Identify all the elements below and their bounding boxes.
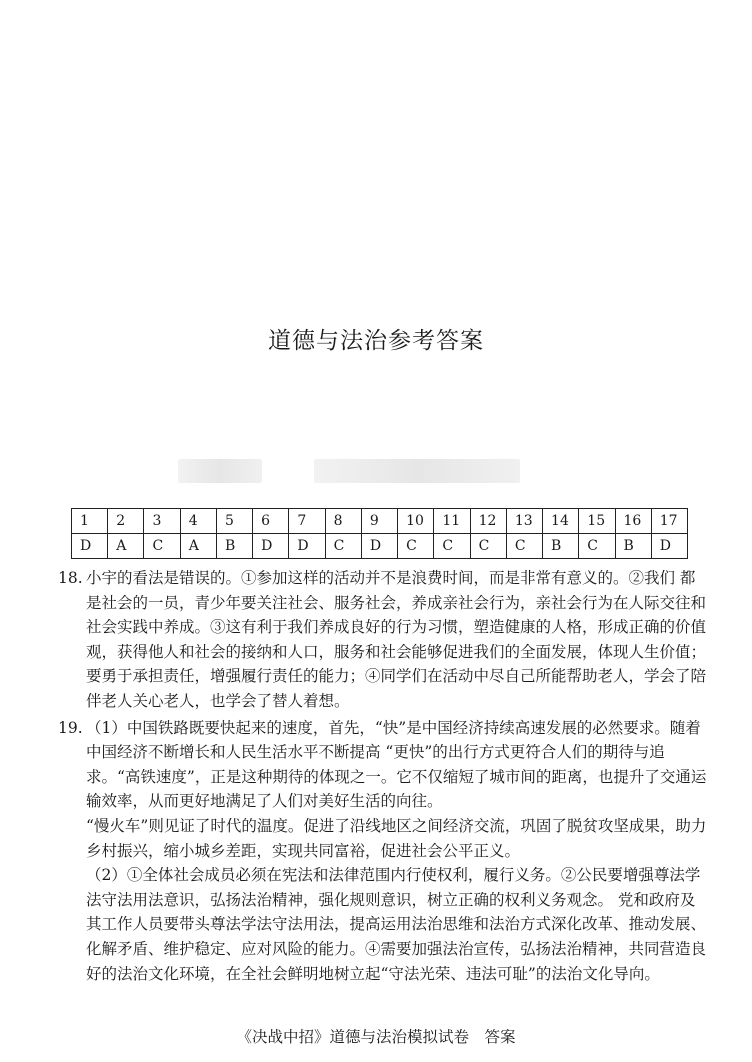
question-number-cell: 15 [579,509,615,534]
question-18-answer [58,566,708,714]
question-number-cell: 16 [615,509,651,534]
answer-cell: B [543,534,579,559]
answer-cell: C [144,534,180,559]
answer-cell: D [253,534,289,559]
question-number: 18. [58,569,83,587]
answer-cell: C [434,534,470,559]
question-number-cell: 9 [361,509,397,534]
answer-key-table [71,508,688,559]
question-number-cell: 4 [180,509,216,534]
document-title: 道德与法治参考答案 [268,328,484,354]
part-1-text: （1）中国铁路既要快起来的速度，首先，“快”是中国经济持续高速发展的必然要求。随着中国经济不断增长和人民生活水平不断提高 “更快”的出行方式更符合人们的期待与追求。“高铁速度”，正是这种期待的体现之一。它不仅缩短了城市间的距离，也提升了交通运输效率，从而更好地满足了人们对美好生活的向往。 [86,718,707,811]
answer-cell: C [325,534,361,559]
question-19-answer [58,716,708,987]
question-number-cell: 12 [470,509,506,534]
answer-cell: A [108,534,144,559]
answer-cell: C [579,534,615,559]
answer-cell: D [72,534,108,559]
question-number-cell: 6 [253,509,289,534]
question-number-row [72,509,688,534]
question-number: 19. [58,718,83,737]
answer-cell: D [361,534,397,559]
question-number-cell: 8 [325,509,361,534]
answer-cell: B [216,534,252,559]
answer-cell: D [651,534,687,559]
answer-body [58,566,708,986]
question-number-cell: 14 [543,509,579,534]
question-number-cell: 7 [289,509,325,534]
question-number-cell: 2 [108,509,144,534]
part-2-text: （2）①全体社会成员必须在宪法和法律范围内行使权利，履行义务。②公民要增强尊法学法守法用法意识，弘扬法治精神，强化规则意识，树立正确的权利义务观念。 党和政府及其工作人员要带头尊法学法守法用法，提高运用法治思维和法治方式深化改革、推动发展、化解矛盾、维护稳定、应对风险的能力。④需要加强法治宣传，弘扬法治精神，共同营造良好的法治文化环境，在全社会鲜明地树立起“守法光荣、违法可耻”的法治文化导向。 [86,866,707,983]
answer-text [86,716,708,987]
answer-text: 小宇的看法是错误的。①参加这样的活动并不是浪费时间，而是非常有意义的。②我们 都是社会的一员，青少年要关注社会、服务社会，养成亲社会行为，亲社会行为在人际交往和社会实践中养成。③这有利于我们养成良好的行为习惯，塑造健康的人格，形成正确的价值观，获得他人和社会的接纳和人口，服务和社会能够促进我们的全面发展，体现人生价值；要勇于承担责任，增强履行责任的能力；④同学们在活动中尽自己所能帮助老人，学会了陪伴老人关心老人，也学会了替人着想。 [86,569,707,710]
faded-scan-mark [178,459,262,483]
answer-cell: B [615,534,651,559]
page-footer: 《决战中招》道德与法治模拟试卷 答案 [236,1028,516,1046]
answer-cell: C [506,534,542,559]
faded-scan-mark [314,459,520,483]
question-number-cell: 3 [144,509,180,534]
question-number-cell: 17 [651,509,687,534]
question-number-cell: 10 [398,509,434,534]
answer-cell: A [180,534,216,559]
question-number-cell: 13 [506,509,542,534]
answer-cell: C [470,534,506,559]
question-number-cell: 5 [216,509,252,534]
answer-cell: C [398,534,434,559]
question-number-cell: 11 [434,509,470,534]
question-number-cell: 1 [72,509,108,534]
answer-cell: D [289,534,325,559]
part-1-continued-text: “慢火车”则见证了时代的温度。促进了沿线地区之间经济交流，巩固了脱贫攻坚成果，助力乡村振兴，缩小城乡差距，实现共同富裕，促进社会公平正义。 [86,816,707,860]
answer-row [72,534,688,559]
